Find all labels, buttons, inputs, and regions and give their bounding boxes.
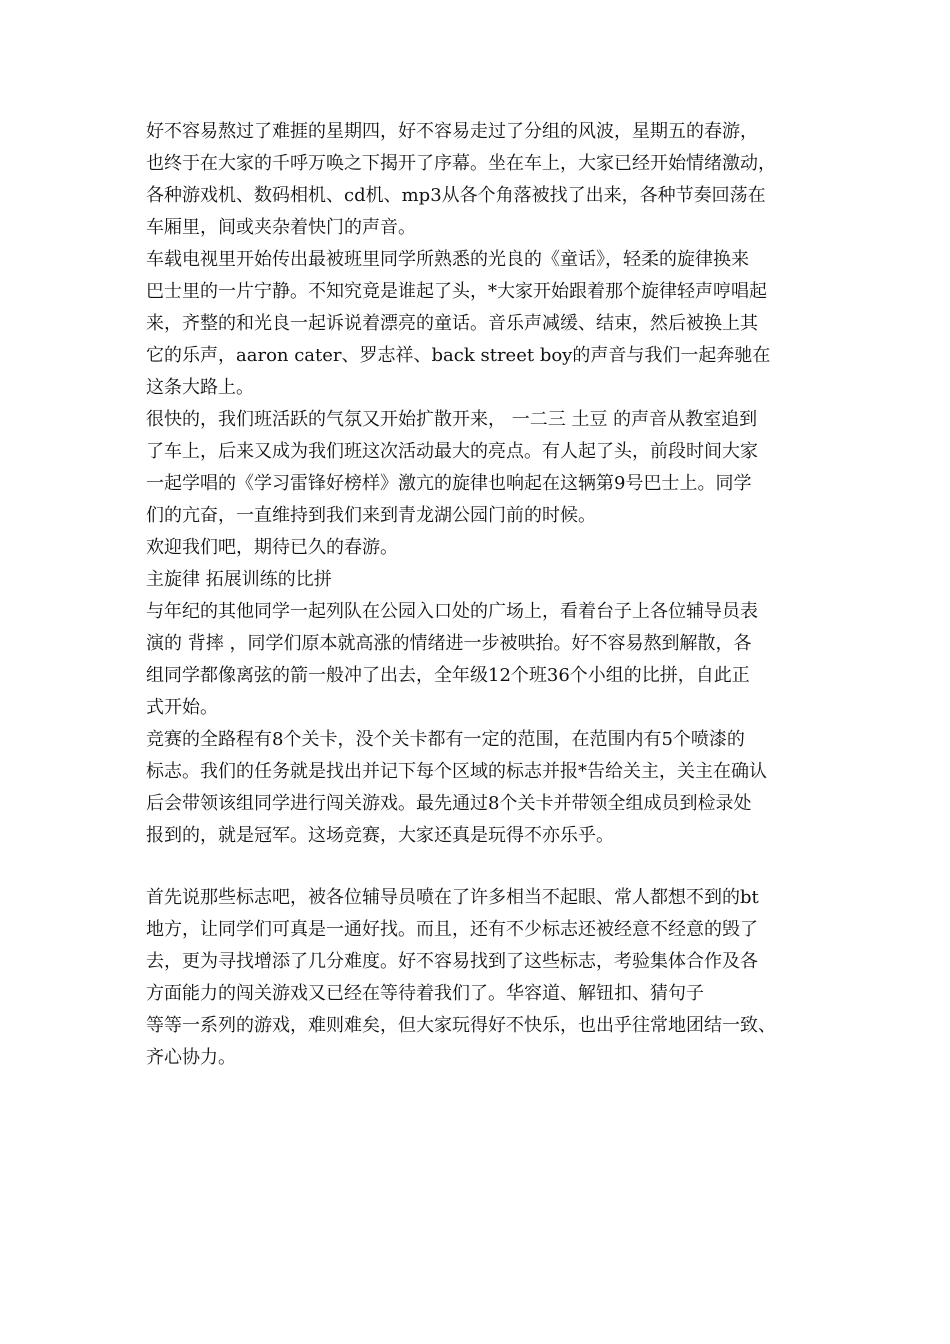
text-line: 后会带领该组同学进行闯关游戏。最先通过8个关卡并带领全组成员到检录处 xyxy=(146,793,752,814)
text-line: 报到的，就是冠军。这场竞赛，大家还真是玩得不亦乐乎。 xyxy=(146,825,614,846)
text-line: 它的乐声，aaron cater、罗志祥、back street boy的声音与我们一起奔驰在 xyxy=(146,345,771,366)
text-line: 们的亢奋，一直维持到我们来到青龙湖公园门前的时候。 xyxy=(146,505,596,526)
text-line: 了车上，后来又成为我们班这次活动最大的亮点。有人起了头，前段时间大家 xyxy=(146,441,758,462)
text-line: 组同学都像离弦的箭一般冲了出去，全年级12个班36个小组的比拼，自此正 xyxy=(146,665,750,686)
paragraph xyxy=(146,532,816,564)
text-line: 齐心协力。 xyxy=(146,1047,236,1068)
text-line: 也终于在大家的千呼万唤之下揭开了序幕。坐在车上，大家已经开始情绪激动， xyxy=(146,153,776,174)
text-line: 这条大路上。 xyxy=(146,377,254,398)
paragraph xyxy=(146,882,816,1074)
paragraph xyxy=(146,116,816,244)
section-heading xyxy=(146,564,816,596)
text-line: 巴士里的一片宁静。不知究竟是谁起了头，*大家开始跟着那个旋律轻声哼唱起 xyxy=(146,281,767,302)
paragraph xyxy=(146,596,816,724)
text-line: 一起学唱的《学习雷锋好榜样》激亢的旋律也响起在这辆第9号巴士上。同学 xyxy=(146,473,752,494)
document-body xyxy=(146,116,816,1074)
text-line: 方面能力的闯关游戏又已经在等待着我们了。华容道、解钮扣、猜句子 xyxy=(146,983,704,1004)
text-line: 来，齐整的和光良一起诉说着漂亮的童话。音乐声减缓、结束，然后被换上其 xyxy=(146,313,758,334)
text-line: 等等一系列的游戏，难则难矣，但大家玩得好不快乐，也出乎往常地团结一致、 xyxy=(146,1015,776,1036)
text-line: 标志。我们的任务就是找出并记下每个区域的标志并报*告给关主，关主在确认 xyxy=(146,761,767,782)
text-line: 主旋律 拓展训练的比拼 xyxy=(146,569,332,590)
text-line: 式开始。 xyxy=(146,697,218,718)
paragraph xyxy=(146,404,816,532)
text-line: 地方，让同学们可真是一通好找。而且，还有不少标志还被经意不经意的毁了 xyxy=(146,919,758,940)
text-line: 首先说那些标志吧，被各位辅导员喷在了许多相当不起眼、常人都想不到的bt xyxy=(146,887,759,908)
paragraph xyxy=(146,724,816,852)
text-line: 好不容易熬过了难捱的星期四，好不容易走过了分组的风波，星期五的春游， xyxy=(146,121,758,142)
paragraph xyxy=(146,244,816,404)
text-line: 欢迎我们吧，期待已久的春游。 xyxy=(146,537,398,558)
text-line: 很快的，我们班活跃的气氛又开始扩散开来， 一二三 土豆 的声音从教室追到 xyxy=(146,409,758,430)
text-line: 与年纪的其他同学一起列队在公园入口处的广场上，看着台子上各位辅导员表 xyxy=(146,601,758,622)
text-line: 竞赛的全路程有8个关卡，没个关卡都有一定的范围，在范围内有5个喷漆的 xyxy=(146,729,745,750)
text-line: 车厢里，间或夹杂着快门的声音。 xyxy=(146,217,416,238)
text-line: 车载电视里开始传出最被班里同学所熟悉的光良的《童话》，轻柔的旋律换来 xyxy=(146,249,749,270)
text-line: 各种游戏机、数码相机、cd机、mp3从各个角落被找了出来，各种节奏回荡在 xyxy=(146,185,766,206)
text-line: 去，更为寻找增添了几分难度。好不容易找到了这些标志，考验集体合作及各 xyxy=(146,951,758,972)
paragraph-gap xyxy=(146,852,816,882)
text-line: 演的 背摔 ，同学们原本就高涨的情绪进一步被哄抬。好不容易熬到解散，各 xyxy=(146,633,752,654)
